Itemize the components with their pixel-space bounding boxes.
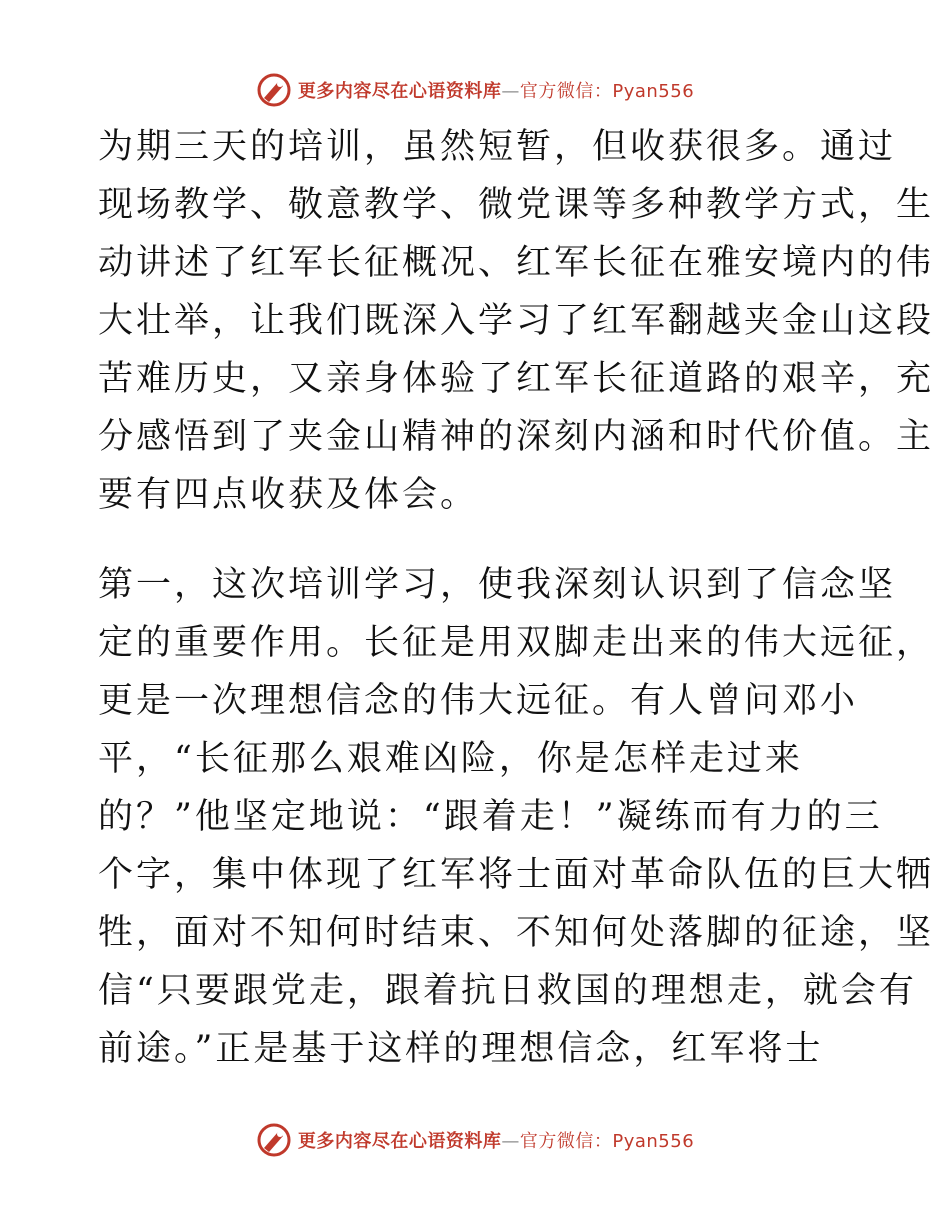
- text-line: 信“只要跟党走，跟着抗日救国的理想走，就会有: [98, 971, 917, 1011]
- text-line: 个字，集中体现了红军将士面对革命队伍的巨大牺: [98, 855, 935, 895]
- header-separator: —: [501, 81, 520, 102]
- logo-icon: [256, 1122, 292, 1158]
- header-wechat-text: 官方微信：Pyan556: [519, 81, 695, 102]
- text-line: 更是一次理想信念的伟大远征。有人曾问邓小: [98, 681, 859, 721]
- footer-site-text: 更多内容尽在心语资料库: [297, 1131, 502, 1152]
- footer-separator: —: [501, 1131, 520, 1152]
- text-line: 要有四点收获及体会。: [98, 475, 479, 515]
- text-line: 第一，这次培训学习，使我深刻认识到了信念坚: [98, 565, 897, 605]
- paragraph-spacer: [98, 524, 858, 556]
- footer-text: [298, 1127, 694, 1153]
- paragraph-2: [98, 556, 935, 1078]
- text-line: 大壮举，让我们既深入学习了红军翻越夹金山这段: [98, 301, 935, 341]
- text-line: 为期三天的培训，虽然短暂，但收获很多。通过: [98, 127, 897, 167]
- header-site-text: 更多内容尽在心语资料库: [297, 81, 502, 102]
- text-line: 苦难历史，又亲身体验了红军长征道路的艰辛，充: [98, 359, 935, 399]
- document-body: [98, 118, 935, 1078]
- text-line: 牲，面对不知何时结束、不知何处落脚的征途，坚: [98, 913, 935, 953]
- footer-banner: [0, 1120, 950, 1160]
- text-line: 的？”他坚定地说：“跟着走！”凝练而有力的三: [98, 797, 883, 837]
- header-text: [298, 77, 694, 103]
- footer-wechat-text: 官方微信：Pyan556: [519, 1131, 695, 1152]
- text-line: 定的重要作用。长征是用双脚走出来的伟大远征，: [98, 623, 935, 663]
- header-banner: [0, 70, 950, 110]
- text-line: 现场教学、敬意教学、微党课等多种教学方式，生: [98, 185, 935, 225]
- text-line: 动讲述了红军长征概况、红军长征在雅安境内的伟: [98, 243, 935, 283]
- paragraph-1: [98, 118, 935, 524]
- text-line: 分感悟到了夹金山精神的深刻内涵和时代价值。主: [98, 417, 935, 457]
- logo-icon: [256, 72, 292, 108]
- text-line: 平，“长征那么艰难凶险，你是怎样走过来: [98, 739, 803, 779]
- text-line: 前途。”正是基于这样的理想信念，红军将士: [98, 1029, 824, 1069]
